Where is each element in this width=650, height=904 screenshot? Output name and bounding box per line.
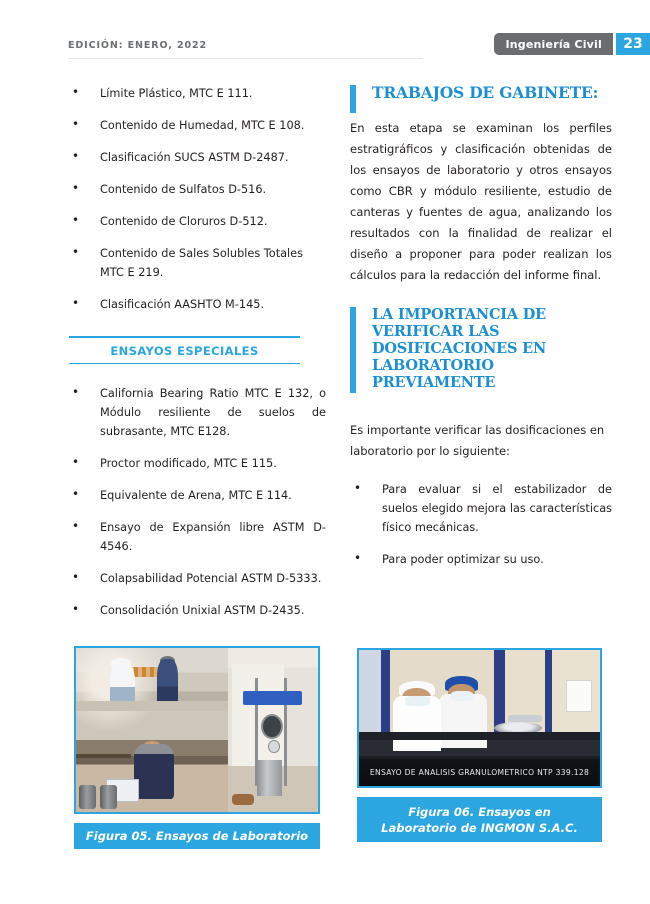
accent-bar bbox=[350, 85, 356, 113]
list-item: • Clasificación AASHTO M-145. bbox=[68, 295, 326, 314]
lab-photo bbox=[359, 650, 600, 786]
blue-pillar bbox=[545, 650, 552, 737]
edition-label: EDICIÓN: ENERO, 2022 bbox=[68, 40, 208, 51]
list-item: • Para poder optimizar su uso. bbox=[350, 550, 612, 569]
person-kneeling bbox=[134, 744, 174, 799]
heading-text: TRABAJOS DE GABINETE: bbox=[372, 83, 599, 102]
load-dial bbox=[261, 714, 283, 739]
special-tests-section-header bbox=[69, 336, 300, 364]
page-number-badge: 23 bbox=[616, 33, 650, 55]
special-tests-list bbox=[68, 384, 326, 620]
collage-photo-right bbox=[228, 648, 318, 812]
list-item: • California Bearing Ratio MTC E 132, o Módulo resiliente de suelos de subrasante, MTC E128. bbox=[68, 384, 326, 441]
page-header bbox=[0, 0, 650, 70]
lab-tests-list bbox=[68, 84, 326, 314]
section-title: ENSAYOS ESPECIALES bbox=[110, 343, 259, 358]
photo-overlay-text: ENSAYO DE ANALISIS GRANULOMETRICO NTP 339.128 bbox=[369, 767, 590, 777]
list-item: • Equivalente de Arena, MTC E 114. bbox=[68, 486, 326, 505]
paragraph-gabinete: En esta etapa se examinan los perfiles estratigráficos y clasificación obtenidas de los ensayos de laboratorio y otros ensayos como CBR y módulo resiliente, estudio de canteras y fuentes de agua, analizando los resultados con la finalidad de realizar el diseño a proponer para poder realizan los cálculos para la redacción del informe final. bbox=[350, 120, 612, 282]
divider-rule-bottom bbox=[69, 363, 300, 365]
list-item: • Consolidación Unixial ASTM D-2435. bbox=[68, 601, 326, 620]
header-divider bbox=[68, 58, 423, 59]
blue-pillar bbox=[381, 650, 391, 737]
shelf bbox=[76, 754, 131, 758]
wall-left bbox=[359, 650, 381, 737]
lab-bench bbox=[76, 701, 228, 711]
list-item: • Límite Plástico, MTC E 111. bbox=[68, 84, 326, 103]
spacer bbox=[350, 286, 612, 306]
sample-mold bbox=[257, 760, 282, 796]
photo-collage bbox=[76, 648, 318, 812]
collage-photo-bottom-left bbox=[76, 740, 228, 812]
list-item: • Contenido de Sales Solubles Totales MTC E 219. bbox=[68, 244, 326, 282]
list-item: • Clasificación SUCS ASTM D-2487. bbox=[68, 148, 326, 167]
list-item: • Proctor modificado, MTC E 115. bbox=[68, 454, 326, 473]
gauge bbox=[268, 740, 280, 753]
list-item: • Contenido de Humedad, MTC E 108. bbox=[68, 116, 326, 135]
spacer bbox=[350, 462, 612, 480]
accent-bar bbox=[350, 307, 356, 393]
paragraph-dosificaciones: Es importante verificar las dosificaciones en laboratorio por lo siguiente: bbox=[350, 422, 605, 458]
heading-importancia-dosificaciones bbox=[350, 306, 612, 392]
spacer bbox=[350, 408, 612, 420]
section-badge: Ingeniería Civil bbox=[494, 33, 613, 55]
list-item: • Colapsabilidad Potencial ASTM D-5333. bbox=[68, 569, 326, 588]
wall-notice bbox=[566, 680, 592, 712]
figure-06-caption: Figura 06. Ensayos en Laboratorio de INGMON S.A.C. bbox=[357, 797, 602, 842]
figure-06 bbox=[357, 648, 602, 842]
pipe bbox=[232, 794, 253, 805]
figure-06-photo bbox=[357, 648, 602, 788]
collage-photo-top-left bbox=[76, 648, 228, 743]
list-item: • Para evaluar si el estabilizador de suelos elegido mejora las características físico mecánicas. bbox=[350, 480, 612, 537]
sieve-stack bbox=[508, 715, 542, 722]
list-item: • Contenido de Sulfatos D-516. bbox=[68, 180, 326, 199]
right-column bbox=[350, 84, 612, 569]
lab-counter bbox=[359, 732, 600, 740]
left-column bbox=[68, 84, 326, 620]
figure-05 bbox=[74, 646, 320, 849]
face-mask bbox=[451, 691, 474, 701]
metal-cylinder bbox=[79, 785, 96, 810]
figure-05-caption: Figura 05. Ensayos de Laboratorio bbox=[74, 823, 320, 849]
header-badge-group bbox=[494, 33, 650, 55]
blue-crossbar bbox=[243, 691, 302, 706]
heading-trabajos-de-gabinete bbox=[350, 84, 612, 102]
list-item: • Ensayo de Expansión libre ASTM D-4546. bbox=[68, 518, 326, 556]
heading-text: LA IMPORTANCIA DE VERIFICAR LAS DOSIFICACIONES EN LABORATORIO PREVIAMENTE bbox=[372, 305, 547, 392]
photo-overlay-band bbox=[359, 759, 600, 786]
face-mask bbox=[405, 696, 430, 707]
figure-05-photo bbox=[74, 646, 320, 814]
metal-cylinder bbox=[100, 785, 117, 810]
list-item: • Contenido de Cloruros D-512. bbox=[68, 212, 326, 231]
dosificaciones-bullet-list bbox=[350, 480, 612, 569]
